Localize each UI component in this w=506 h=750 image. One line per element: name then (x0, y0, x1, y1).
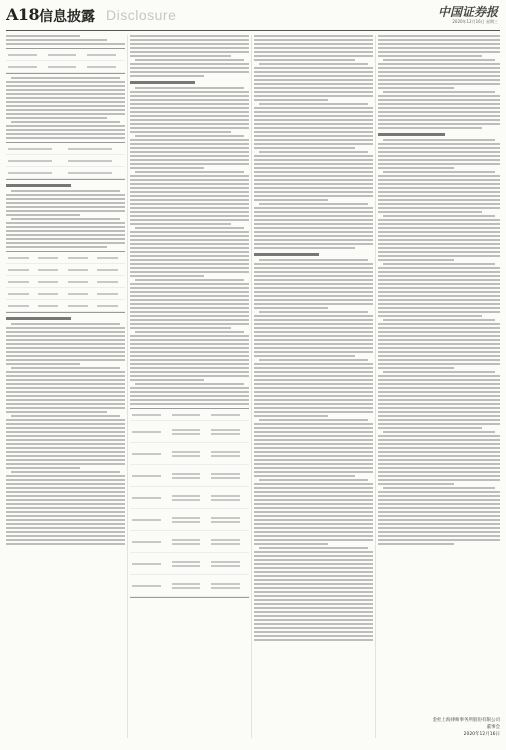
data-table (130, 408, 249, 598)
data-table (6, 142, 125, 180)
section-title: 信息披露 (39, 9, 95, 25)
company-name: 金杜上海律师事务所股份有限公司 (432, 718, 500, 723)
section-heading (378, 133, 445, 136)
data-table (6, 251, 125, 313)
section-title-en: Disclosure (106, 7, 177, 23)
column-divider (251, 35, 252, 738)
page-header (6, 4, 500, 30)
text-column-4 (378, 35, 500, 738)
text-column-3 (254, 35, 373, 738)
text-column-1 (6, 35, 125, 738)
newspaper-masthead: 中国证券报 (437, 5, 498, 19)
column-divider (375, 35, 376, 738)
section-heading (6, 184, 71, 187)
column-divider (127, 35, 128, 738)
issue-date: 2020年12月16日 星期三 (452, 19, 498, 24)
section-heading (130, 81, 195, 84)
text-column-2 (130, 35, 249, 738)
section-heading (6, 317, 71, 320)
page-code: A18 (6, 5, 40, 24)
board-signature: 董事会 (486, 725, 500, 730)
section-heading (254, 253, 319, 256)
announcement-date: 2020年12月16日 (463, 732, 500, 737)
announcement-signature (382, 717, 500, 738)
header-rule (6, 30, 500, 31)
data-table (6, 48, 125, 74)
